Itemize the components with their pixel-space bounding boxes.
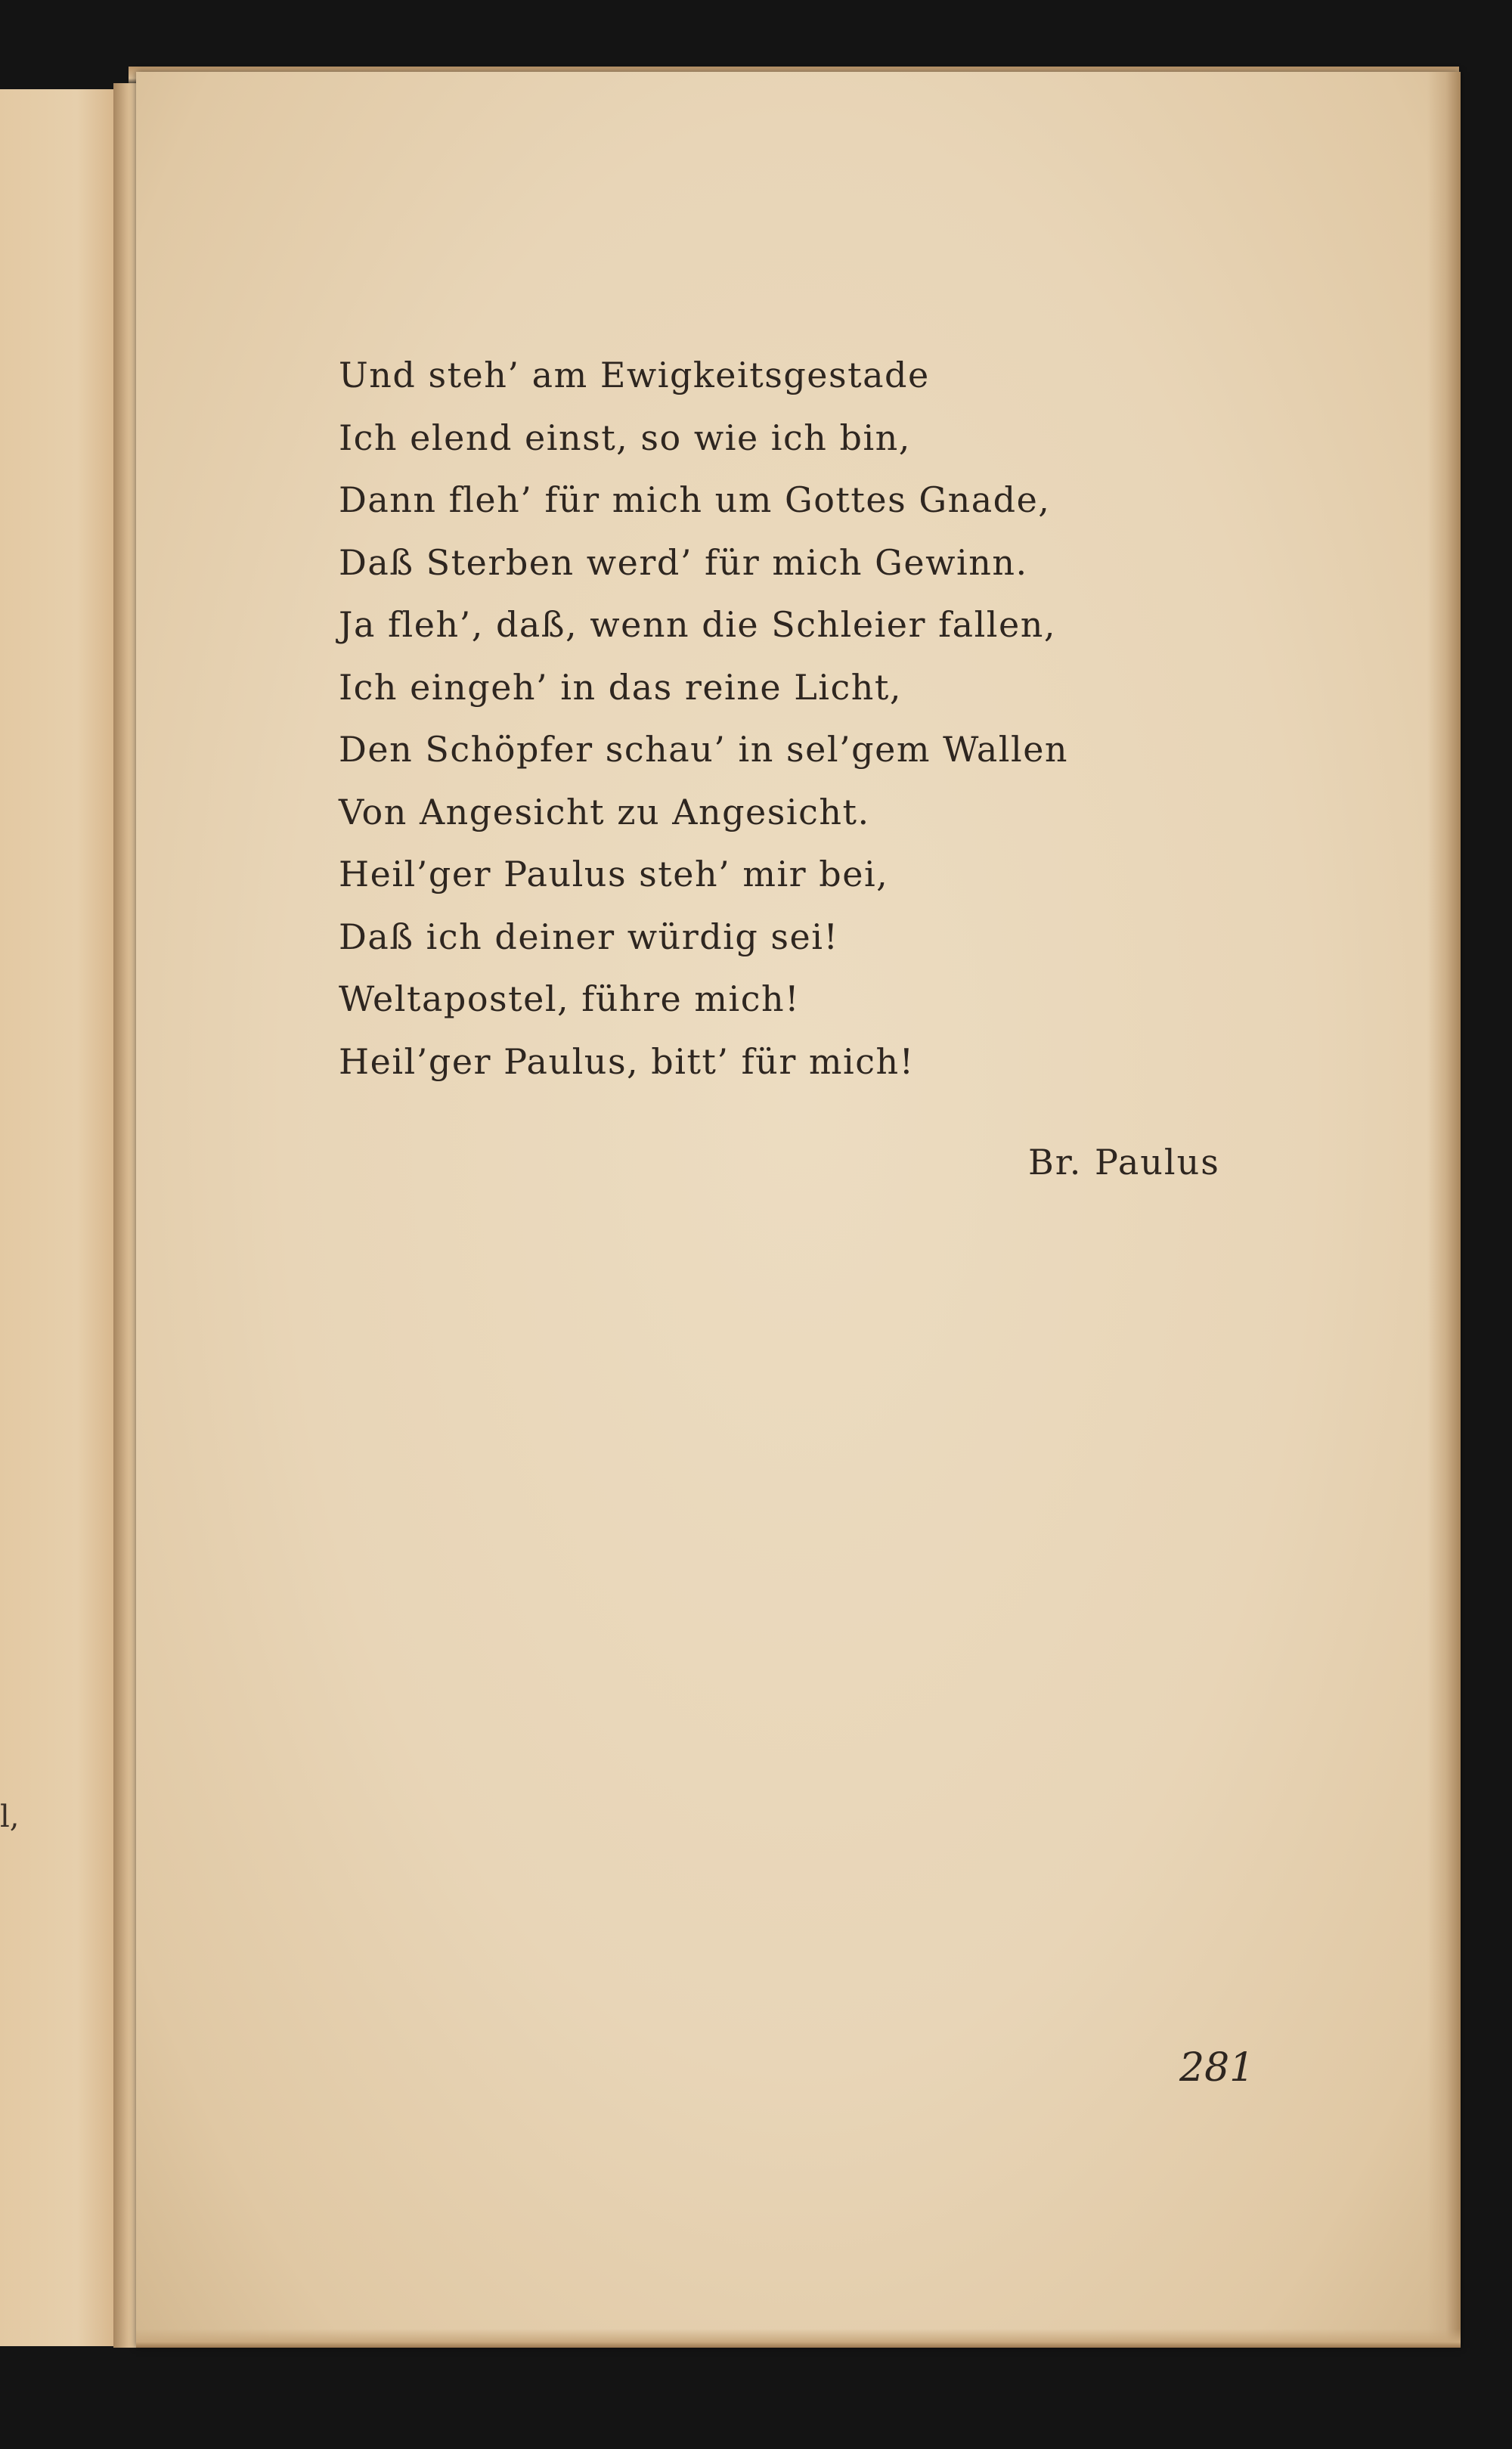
poem-line: Ja fleh’, daß, wenn die Schleier fallen, — [339, 604, 1056, 645]
page-number: 281 — [1179, 2045, 1255, 2091]
poem-line: Und steh’ am Ewigkeitsgestade — [339, 355, 930, 395]
previous-page — [0, 89, 129, 2346]
previous-page-text-fragment: l, — [0, 1800, 20, 1834]
page-bottom-edge — [136, 2329, 1461, 2348]
poem-line: Von Angesicht zu Angesicht. — [339, 791, 870, 832]
page-right-edge — [1427, 72, 1461, 2348]
poem-line: Den Schöpfer schau’ in sel’gem Wallen — [339, 729, 1069, 770]
poem-line: Ich eingeh’ in das reine Licht, — [339, 666, 902, 708]
poem-line: Weltapostel, führe mich! — [339, 978, 801, 1019]
poem-line: Ich elend einst, so wie ich bin, — [339, 417, 911, 458]
poem-text — [339, 344, 1068, 1093]
poem-line: Heil’ger Paulus steh’ mir bei, — [339, 854, 889, 894]
poem-line: Heil’ger Paulus, bitt’ für mich! — [339, 1040, 915, 1082]
poem-line: Daß Sterben werd’ für mich Gewinn. — [339, 541, 1028, 583]
poem-signature: Br. Paulus — [1028, 1142, 1220, 1183]
poem-line: Daß ich deiner würdig sei! — [339, 916, 839, 957]
poem-line: Dann fleh’ für mich um Gottes Gnade, — [339, 479, 1051, 520]
